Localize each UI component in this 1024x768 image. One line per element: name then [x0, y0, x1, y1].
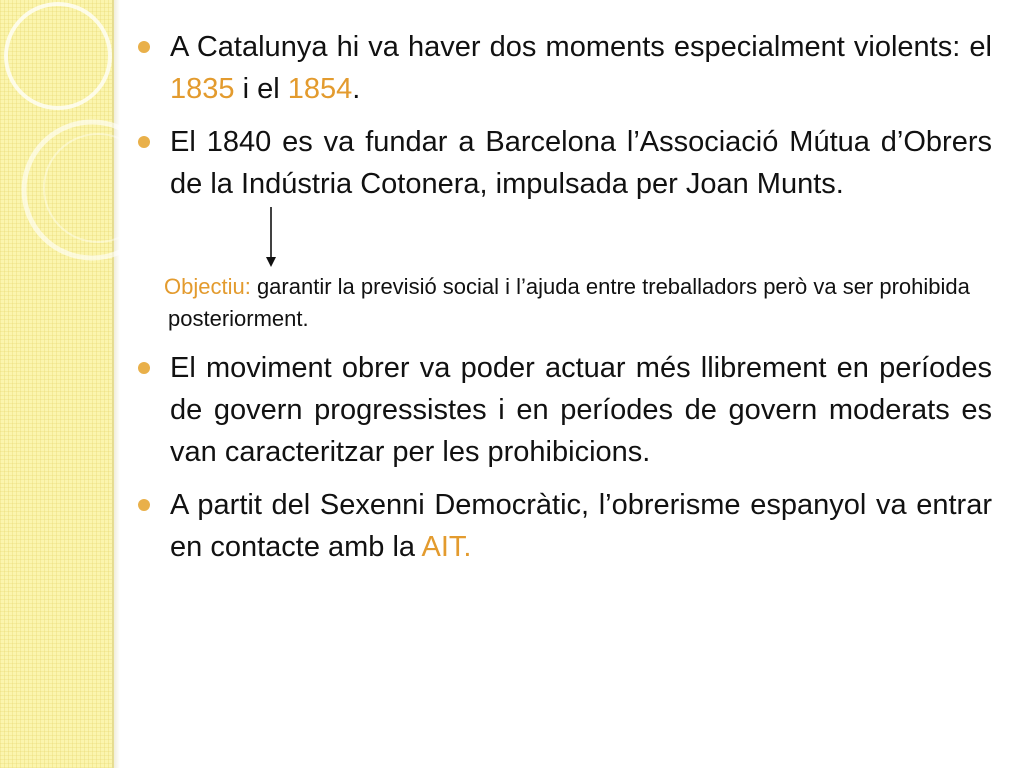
bullet-4-text-before: A partit del Sexenni Democràtic, l’obrerisme espanyol va entrar en contacte amb la: [170, 489, 992, 563]
bullet-item-4: [138, 484, 992, 568]
bullet-dot-icon: [138, 41, 150, 53]
bullet-list: [138, 26, 992, 568]
bullet-dot-icon: [138, 362, 150, 374]
bullet-dot-icon: [138, 499, 150, 511]
sub-objective-item: [138, 271, 992, 335]
year-1835: 1835: [170, 73, 235, 105]
objective-text: garantir la previsió social i l’ajuda entre treballadors però va ser prohibida posteriorment.: [168, 274, 970, 331]
bullet-dot-icon: [138, 136, 150, 148]
bullet-2-text: El 1840 es va fundar a Barcelona l’Associació Mútua d’Obrers de la Indústria Cotonera, impulsada per Joan Munts.: [170, 126, 992, 200]
year-1854: 1854: [287, 73, 353, 105]
bullet-1-text-middle: i el: [234, 73, 288, 105]
down-arrow-icon: [263, 205, 279, 269]
bullet-item-2: [138, 121, 992, 205]
bullet-1-text-after: .: [352, 73, 361, 105]
bullet-item-3: [138, 347, 992, 473]
objective-label: Objectiu:: [164, 274, 251, 299]
ait-highlight: AIT.: [421, 531, 472, 563]
decorative-circles: [0, 0, 160, 768]
bullet-item-1: [138, 26, 992, 110]
arrow-row: [138, 205, 992, 269]
bullet-1-text-before: A Catalunya hi va haver dos moments especialment violents: el: [170, 31, 992, 63]
bullet-3-text: El moviment obrer va poder actuar més llibrement en períodes de govern progressistes i en períodes de govern moderats es van caracteritzar per les prohibicions.: [170, 352, 992, 468]
